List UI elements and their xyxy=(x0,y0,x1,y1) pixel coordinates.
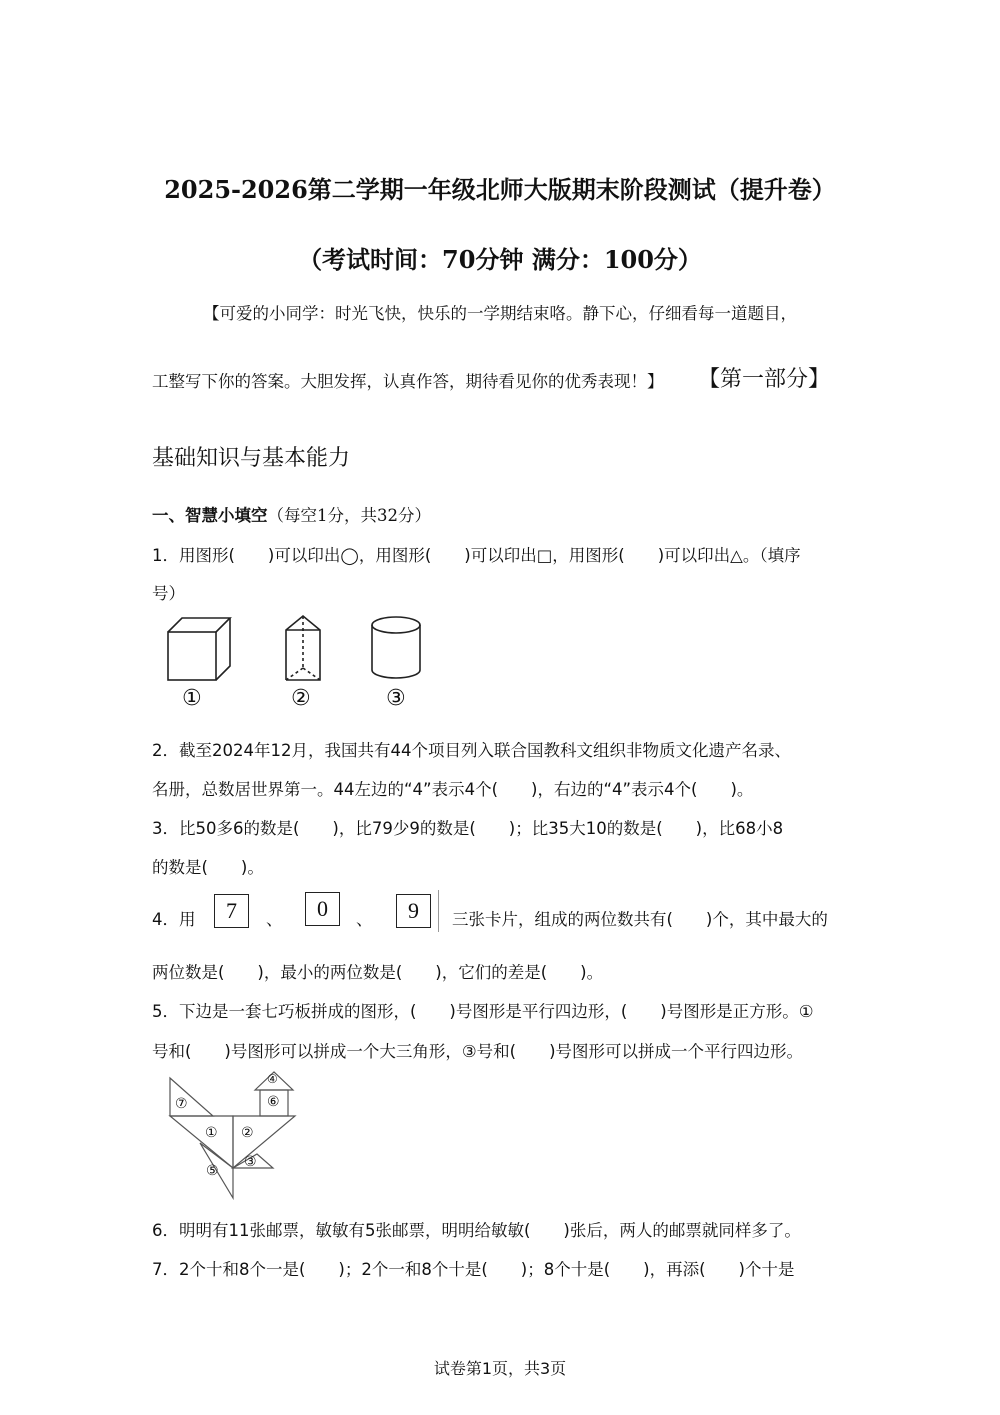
tangram-figure xyxy=(165,1068,305,1203)
tangram-label-3: ③ xyxy=(244,1154,257,1170)
tangram-label-6: ⑥ xyxy=(267,1094,280,1110)
page-footer: 试卷第1页，共3页 xyxy=(433,1359,567,1378)
page-subtitle: （考试时间：70分钟 满分：100分） xyxy=(298,245,702,274)
tangram-label-1: ① xyxy=(205,1125,218,1141)
tangram-label-5: ⑤ xyxy=(206,1163,219,1179)
q1-label-1: ① xyxy=(182,686,202,711)
number-card-7: 7 xyxy=(214,894,249,928)
q4-separator-2: 、 xyxy=(356,910,373,929)
q5-line2: 号和( )号图形可以拼成一个大三角形，③号和( )号图形可以拼成一个平行四边形。 xyxy=(152,1042,804,1061)
intro-text-line2: 工整写下你的答案。大胆发挥，认真作答，期待看见你的优秀表现！】 xyxy=(152,372,664,391)
tangram-label-2: ② xyxy=(241,1125,254,1141)
section-heading: 基础知识与基本能力 xyxy=(152,446,351,471)
tangram-label-7: ⑦ xyxy=(175,1096,188,1112)
q7-line: 7．2个十和8个一是( )；2个一和8个十是( )；8个十是( )，再添( )个十是 xyxy=(152,1260,795,1279)
page-title: 2025-2026第二学期一年级北师大版期末阶段测试（提升卷） xyxy=(164,175,836,204)
number-card-9: 9 xyxy=(396,894,431,928)
intro-text-line1: 【可爱的小同学：时光飞快，快乐的一学期结束咯。静下心，仔细看每一道题目， xyxy=(203,304,797,323)
cylinder-icon xyxy=(372,617,420,678)
q1-label-3: ③ xyxy=(386,686,406,711)
tangram-label-4: ④ xyxy=(267,1072,278,1086)
q1-shapes xyxy=(160,612,440,687)
q5-line1: 5．下边是一套七巧板拼成的图形，( )号图形是平行四边形，( )号图形是正方形。① xyxy=(152,1002,814,1021)
q3-line1: 3．比50多6的数是( )，比79少9的数是( )；比35大10的数是( )，比68小8 xyxy=(152,819,784,838)
q4-prefix: 4．用 xyxy=(152,910,196,929)
triangular-prism-icon xyxy=(286,616,320,680)
part-label: 【第一部分】 xyxy=(698,367,831,392)
q2-line1: 2．截至2024年12月，我国共有44个项目列入联合国教科文组织非物质文化遗产名录、 xyxy=(152,741,791,760)
q3-line2: 的数是( )。 xyxy=(152,858,264,877)
question-section-label: 一、智慧小填空 xyxy=(152,506,268,525)
q2-line2: 名册，总数居世界第一。44左边的“4”表示4个( )，右边的“4”表示4个( )。 xyxy=(152,780,754,799)
q1-line2: 号） xyxy=(152,584,185,603)
q6-line: 6．明明有11张邮票，敏敏有5张邮票，明明给敏敏( )张后，两人的邮票就同样多了。 xyxy=(152,1221,801,1240)
q4-line2: 两位数是( )，最小的两位数是( )，它们的差是( )。 xyxy=(152,963,604,982)
q1-label-2: ② xyxy=(291,686,311,711)
cube-icon xyxy=(168,618,230,680)
question-section-note: （每空1分，共32分） xyxy=(267,506,431,525)
q4-separator-1: 、 xyxy=(266,910,283,929)
number-card-0: 0 xyxy=(305,892,340,926)
q1-line1: 1．用图形( )可以印出◯，用图形( )可以印出□，用图形( )可以印出△。（填序 xyxy=(152,546,801,565)
question-section-title xyxy=(152,502,431,526)
q4-divider xyxy=(438,890,439,932)
q4-suffix: 三张卡片，组成的两位数共有( )个，其中最大的 xyxy=(452,910,828,929)
